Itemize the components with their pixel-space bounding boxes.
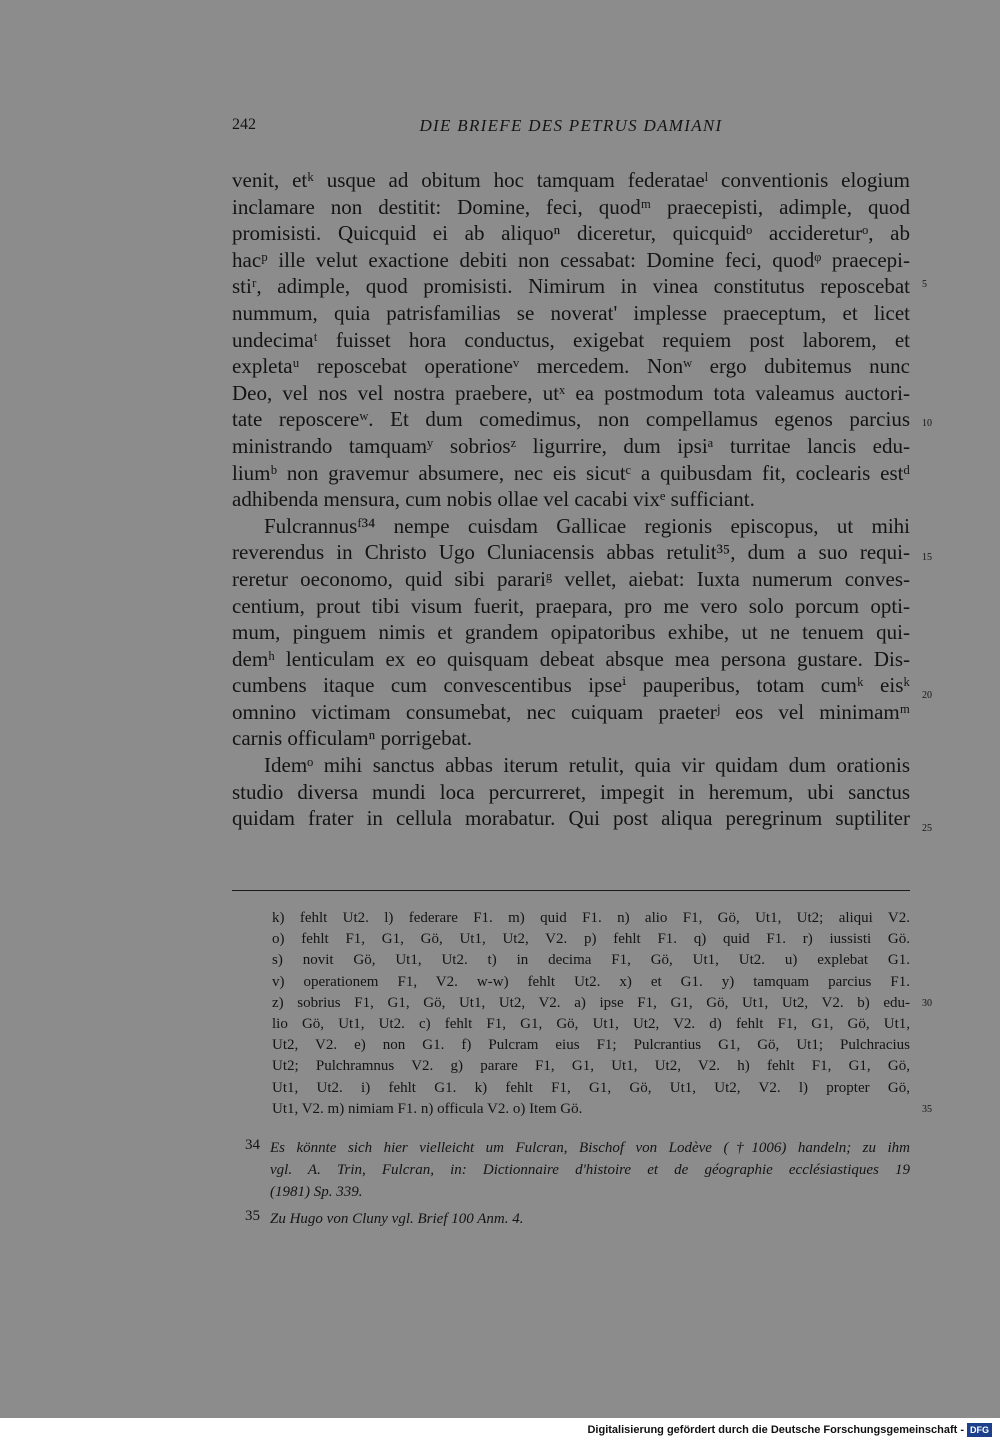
text-line: stiʳ, adimple, quod promisisti. Nimirum in vinea constitutus reposcebat <box>232 274 910 299</box>
footnote <box>245 1137 910 1204</box>
text-line: tate reposcereʷ. Et dum comedimus, non compellamus egenos parcius <box>232 407 910 432</box>
footnote-number: 34 <box>245 1137 260 1153</box>
line-number: 25 <box>922 823 932 834</box>
funding-text: Digitalisierung gefördert durch die Deutsche Forschungsgemeinschaft - <box>587 1424 964 1436</box>
footnote-number: 35 <box>245 1207 260 1224</box>
footnote <box>245 1208 910 1230</box>
apparatus-line: o) fehlt F1, G1, Gö, Ut1, Ut2, V2. p) fehlt F1. q) quid F1. r) iussisti Gö. <box>272 931 910 948</box>
apparatus-line: v) operationem F1, V2. w-w) fehlt Ut2. x) et G1. y) tamquam parcius F1. <box>272 973 910 990</box>
text-line: studio diversa mundi loca percurreret, impegit in heremum, ubi sanctus <box>232 779 910 804</box>
running-title: DIE BRIEFE DES PETRUS DAMIANI <box>419 116 723 135</box>
text-line: omnino victimam consumebat, nec cuiquam praeterʲ eos vel minimamᵐ <box>232 699 910 724</box>
text-line: reretur oeconomo, quid sibi parariᵍ vellet, aiebat: Iuxta numerum conves- <box>232 566 910 591</box>
apparatus-line: Ut1, Ut2. i) fehlt G1. k) fehlt F1, G1, Gö, Ut1, Ut2, V2. l) propter Gö, <box>272 1079 910 1096</box>
line-number: 15 <box>922 552 932 563</box>
critical-apparatus <box>272 908 910 1120</box>
line-number: 30 <box>922 998 932 1009</box>
text-line: ministrando tamquamʸ sobriosᶻ ligurrire, dum ipsiᵃ turritae lancis edu- <box>232 433 910 458</box>
apparatus-line: Ut2; Pulchramnus V2. g) parare F1, G1, Ut1, Ut2, V2. h) fehlt F1, G1, Gö, <box>272 1058 910 1075</box>
footnote-line: vgl. A. Trin, Fulcran, in: Dictionnaire d'histoire et de géographie ecclésiastiques 19 <box>270 1162 910 1179</box>
line-number: 20 <box>922 690 932 701</box>
apparatus-line: z) sobrius F1, G1, Gö, Ut1, Ut2, V2. a) ipse F1, G1, Gö, Ut1, Ut2, V2. b) edu- <box>272 994 910 1011</box>
text-line: hacᵖ ille velut exactione debiti non cessabat: Domine feci, quodᵠ praecepi- <box>232 247 910 272</box>
apparatus-line: k) fehlt Ut2. l) federare F1. m) quid F1. n) alio F1, Gö, Ut1, Ut2; aliqui V2. <box>272 910 910 926</box>
dfg-logo-icon: DFG <box>967 1423 992 1437</box>
apparatus-line: lio Gö, Ut1, Ut2. c) fehlt F1, G1, Gö, Ut1, Ut2, V2. d) fehlt F1, G1, Gö, Ut1, <box>272 1015 910 1032</box>
footnote-line: Es könnte sich hier vielleicht um Fulcran, Bischof von Lodève (†1006) handeln; zu ihm <box>270 1140 910 1156</box>
text-line: demʰ lenticulam ex eo quisquam debeat absque mea persona gustare. Dis- <box>232 646 910 671</box>
text-line: centium, prout tibi visum fuerit, praepara, pro me vero solo porcum opti- <box>232 593 910 618</box>
text-line: Fulcrannusᶠ³⁴ nempe cuisdam Gallicae regionis episcopus, ut mihi <box>264 513 910 538</box>
text-line: reverendus in Christo Ugo Cluniacensis abbas retulit³⁵, dum a suo requi- <box>232 540 910 565</box>
text-line: cumbens itaque cum convescentibus ipseⁱ pauperibus, totam cumᵏ eisᵏ <box>232 673 910 698</box>
apparatus-line: Ut2, V2. e) non G1. f) Pulcram eius F1; Pulcrantius G1, Gö, Ut1; Pulchracius <box>272 1037 910 1054</box>
text-line: Idemᵒ mihi sanctus abbas iterum retulit, quia vir quidam dum orationis <box>264 753 910 778</box>
line-number: 5 <box>922 279 927 290</box>
footnote-line: Zu Hugo von Cluny vgl. Brief 100 Anm. 4. <box>270 1210 524 1227</box>
text-line: venit, etᵏ usque ad obitum hoc tamquam federataeˡ conventionis elogium <box>232 168 910 192</box>
line-number: 10 <box>922 418 932 429</box>
text-line: undecimaᵗ fuisset hora conductus, exigebat requiem post laborem, et <box>232 327 910 352</box>
text-line: carnis officulamⁿ porrigebat. <box>232 726 473 751</box>
text-line: expletaᵘ reposcebat operationeᵛ mercedem. Nonʷ ergo dubitemus nunc <box>232 354 910 379</box>
funding-footer <box>0 1418 1000 1443</box>
apparatus-line: Ut1, V2. m) nimiam F1. n) officula V2. o) Item Gö. <box>272 1100 583 1117</box>
footnotes <box>245 1137 910 1230</box>
footnote-divider <box>232 890 910 891</box>
text-line: mum, pinguem nimis et grandem opipatoribus exhibe, ut ne tenuem qui- <box>232 620 910 645</box>
text-line: Deo, vel nos vel nostra praebere, utˣ ea postmodum tota valeamus auctori- <box>232 380 910 405</box>
text-line: quidam frater in cellula morabatur. Qui post aliqua peregrinum suptiliter <box>232 806 910 831</box>
main-text <box>232 167 910 832</box>
text-line: promisisti. Quicquid ei ab aliquoⁿ diceretur, quicquidᵒ accidereturᵒ, ab <box>232 221 910 246</box>
footnote-line: (1981) Sp. 339. <box>270 1184 363 1201</box>
line-number: 35 <box>922 1104 932 1115</box>
page-number: 242 <box>232 116 256 133</box>
page-header <box>232 116 910 138</box>
text-line: adhibenda mensura, cum nobis ollae vel cacabi vixᵉ sufficiant. <box>232 487 755 512</box>
text-line: nummum, quia patrisfamilias se noverat' implesse praeceptum, et licet <box>232 300 910 325</box>
apparatus-line: s) novit Gö, Ut1, Ut2. t) in decima F1, Gö, Ut1, Ut2. u) explebat G1. <box>272 952 910 969</box>
text-line: inclamare non destitit: Domine, feci, quodᵐ praecepisti, adimple, quod <box>232 194 910 219</box>
text-line: liumᵇ non gravemur absumere, nec eis sicutᶜ a quibusdam fit, coclearis estᵈ <box>232 460 910 485</box>
